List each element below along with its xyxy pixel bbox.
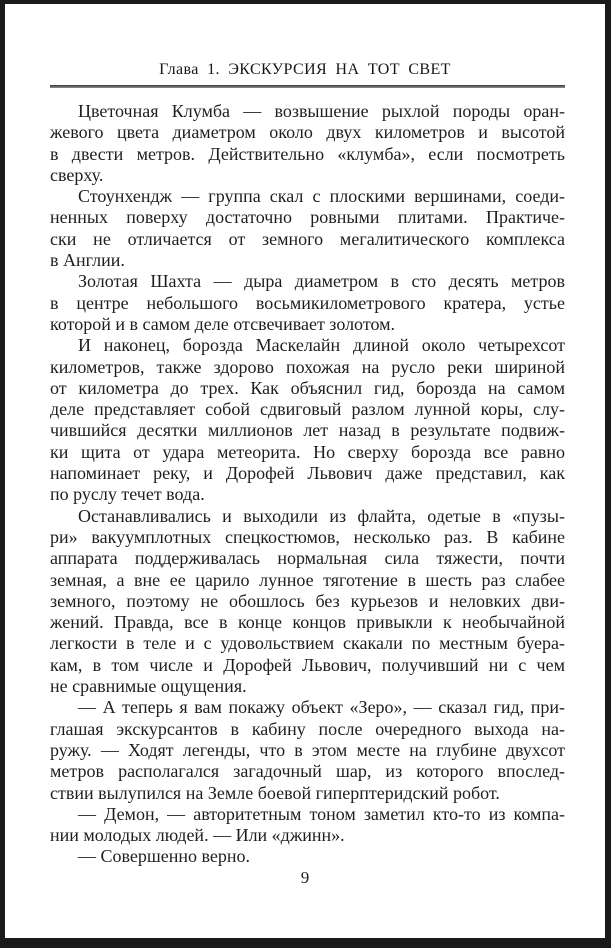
paragraph [50,271,565,335]
text-line: Стоунхендж — группа скал с плоскими вершинами, соеди- [78,186,565,207]
text-line: не сравнимые ощущения. [50,676,247,697]
text-line: от километра до трех. Как объяснил гид, борозда на самом [50,377,565,398]
text-line: — Демон, — авторитетным тоном заметил кто-то из компа- [78,803,565,824]
text-line: — А теперь я вам покажу объект «Зеро», — сказал гид, при- [78,697,565,718]
text-line: Золотая Шахта — дыра диаметром в сто десять метров [78,271,565,292]
body-text [50,101,565,868]
paragraph [50,186,565,271]
text-line: легкости в теле и с удовольствием скакали по местным буера- [50,633,565,654]
text-line: Цветочная Клумба — возвышение рыхлой породы оран- [78,101,565,121]
paragraph [50,101,565,186]
paragraph [50,804,565,847]
text-line: земного, поэтому не обошлось без курьезов и неловких дви- [50,590,565,611]
text-line: километров, также здорово похожая на русло реки шириной [50,356,565,377]
text-line: чившийся десятки миллионов лет назад в результате подвиж- [50,420,565,441]
paragraph [50,846,565,867]
paragraph [50,697,565,803]
text-line: жевого цвета диаметром около двух километров и высотой [50,122,565,143]
text-line: И наконец, борозда Маскелайн длиной около четырехсот [78,335,565,356]
text-line: ненных поверху достаточно ровными плитами. Практиче- [50,207,565,228]
text-line: в двести метров. Действительно «клумба», если посмотреть [50,143,565,164]
text-line: ки щита от удара метеорита. Но сверху борозда все равно [50,441,565,462]
text-line: деле представляет собой сдвиговый разлом лунной коры, слу- [50,399,565,420]
book-page [5,4,605,938]
heading-divider [50,85,565,88]
text-line: глашая экскурсантов в кабину после очередного выхода на- [50,718,565,739]
text-line: Останавливались и выходили из флайта, одетые в «пузы- [78,505,565,526]
text-line: нии молодых людей. — Или «джинн». [50,825,345,846]
text-line: земная, а вне ее царило лунное тяготение в шесть раз слабее [50,569,565,590]
text-line: аппарата поддерживалась нормальная сила тяжести, почти [50,548,565,569]
text-line: сверху. [50,164,104,185]
page-number: 9 [300,868,310,887]
text-line: в Англии. [50,250,125,271]
paragraph [50,506,565,698]
paragraph [50,335,565,505]
text-line: в центре небольшого восьмикилометрового кратера, устье [50,292,565,313]
text-line: по руслу течет вода. [50,484,205,505]
chapter-heading: Глава 1. ЭКСКУРСИЯ НА ТОТ СВЕТ [159,61,451,78]
text-line: метров располагался загадочный шар, из которого впослед- [50,761,565,782]
text-line: ствии вылупился на Земле боевой гиперптеридский робот. [50,782,500,803]
text-line: кам, в том числе и Дорофей Львович, получивший ни с чем [50,654,565,675]
text-line: ружу. — Ходят легенды, что в этом месте на глубине двухсот [50,739,565,760]
text-line: ски не отличается от земного мегалитического комплекса [50,228,565,249]
text-line: напоминает реку, и Дорофей Львович даже представил, как [50,463,565,484]
text-line: которой и в самом деле отсвечивает золотом. [50,313,395,334]
text-line: ри» вакуумплотных спецкостюмов, несколько раз. В кабине [50,526,565,547]
text-line: жений. Правда, все в конце концов привыкли к необычайной [50,612,565,633]
text-line: — Совершенно верно. [78,846,251,867]
